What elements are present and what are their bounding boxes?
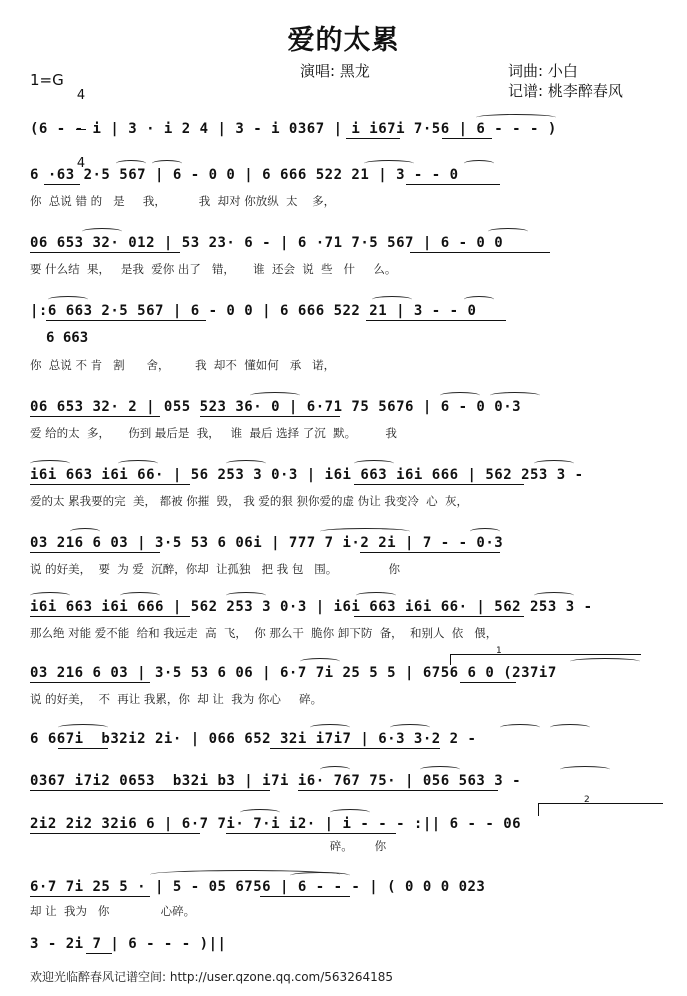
slur: [470, 528, 500, 535]
lyrics-line-2: 你 总说 错 的 是 我， 我 却对 你放纵 太 多，: [30, 194, 336, 208]
song-title: 爱的太累: [287, 25, 400, 56]
slur: [534, 460, 574, 467]
slur: [570, 658, 640, 665]
underline: [354, 484, 524, 485]
underline: [298, 790, 498, 791]
lyrics-line-7: 说 的好美， 要 为 爱 沉醉，你却 让孤独 把 我 包 围。 你: [30, 562, 400, 576]
underline: [30, 682, 150, 683]
underline: [30, 896, 150, 897]
notes-line-7: 03 216 6 03 | 3·5 53 6 06i | 777 7 i·2 2i | 7 - - 0·3: [30, 535, 504, 551]
slur: [488, 228, 528, 235]
slur: [70, 528, 100, 535]
slur: [490, 392, 540, 399]
slur: [118, 460, 158, 467]
underline: [30, 790, 270, 791]
lyrics-line-6: 爱的太 累我要的完 美， 都被 你摧 毁， 我 爱的狠 狈你爱的虚 伪让 我变冷 心 灰，: [30, 494, 468, 508]
lyrics-line-12: 碎。 你: [30, 839, 387, 853]
underline: [200, 416, 340, 417]
slur: [240, 809, 280, 816]
underline: [366, 320, 506, 321]
underline: [58, 748, 108, 749]
slur: [420, 766, 460, 773]
underline: [46, 320, 206, 321]
key-signature: 1=G: [30, 71, 64, 89]
underline: [360, 552, 500, 553]
underline: [354, 616, 524, 617]
lyrics-line-4: 你 总说 不 肯 割 舍， 我 却不 懂如何 承 诺，: [30, 358, 336, 372]
notes-line-14: 3 - 2i 7 | 6 - - - )||: [30, 936, 227, 952]
slur: [364, 160, 414, 167]
slur: [226, 592, 266, 599]
underline: [260, 896, 350, 897]
notes-line-4: |:6 663 2·5 567 | 6 - 0 0 | 6 666 522 21 | 3 - - 0: [30, 303, 477, 319]
transcriber-credit: 记谱: 桃李醉春风: [508, 82, 623, 100]
notes-line-6: i6i 663 i6i 66· | 56 253 3 0·3 | i6i 663 i6i 666 | 562 253 3 -: [30, 467, 584, 483]
underline: [44, 184, 80, 185]
slur: [464, 160, 494, 167]
slur: [250, 392, 300, 399]
slur: [152, 160, 182, 167]
lyrics-line-3: 要 什么结 果， 是我 爱你 出了 错， 谁 还会 说 些 什 么。: [30, 262, 397, 276]
footer-note: 欢迎光临醉春风记谱空间: http://user.qzone.qq.com/563264185: [30, 970, 394, 984]
slur: [440, 392, 480, 399]
notes-line-1: (6 - - i | 3 · i 2 4 | 3 - i 0367 | i i67i 7·56 | 6 - - - ): [30, 121, 557, 137]
alt-notes: 6 663: [46, 330, 89, 346]
slur: [372, 296, 412, 303]
underline: [30, 833, 200, 834]
volta-bracket-2: [538, 803, 663, 816]
notes-line-2: 6 ·63 2·5 567 | 6 - 0 0 | 6 666 522 21 | 3 - - 0: [30, 167, 459, 183]
underline: [30, 416, 160, 417]
lyrics-line-5: 爱 给的太 多， 伤到 最后是 我， 谁 最后 选择 了沉 默。 我: [30, 426, 397, 440]
slur: [82, 228, 122, 235]
underline: [410, 252, 550, 253]
slur: [356, 592, 396, 599]
underline: [30, 252, 180, 253]
notes-line-3: 06 653 32· 012 | 53 23· 6 - | 6 ·71 7·5 567 | 6 - 0 0: [30, 235, 504, 251]
underline: [30, 484, 190, 485]
slur: [476, 114, 556, 121]
slur: [550, 724, 590, 731]
notes-line-5: 06 653 32· 2 | 055 523 36· 0 | 6·71 75 5676 | 6 - 0 0·3: [30, 399, 522, 415]
lyrics-line-9: 说 的好美， 不 再让 我累，你 却 让 我为 你心 碎。: [30, 692, 323, 706]
slur: [310, 724, 350, 731]
lyrics-line-8: 那么绝 对能 爱不能 给和 我远走 高 飞， 你 那么干 脆你 卸下防 备， 和别人 依 偎，: [30, 626, 498, 640]
slur: [58, 724, 108, 731]
underline: [30, 552, 160, 553]
slur: [120, 592, 160, 599]
slur: [226, 460, 266, 467]
underline: [30, 616, 190, 617]
slur: [500, 724, 540, 731]
volta-number-1: 1: [496, 646, 502, 656]
slur: [30, 460, 70, 467]
time-signature-top: 4: [76, 88, 86, 103]
lyrics-line-13: 却 让 我为 你 心碎。: [30, 904, 196, 918]
notes-line-8: i6i 663 i6i 666 | 562 253 3 0·3 | i6i 663 i6i 66· | 562 253 3 -: [30, 599, 593, 615]
slur: [560, 766, 610, 773]
notes-line-11: 0367 i7i2 0653 b32i b3 | i7i i6· 767 75· | 056 563 3 -: [30, 773, 522, 789]
slur: [330, 809, 370, 816]
slur: [534, 592, 574, 599]
volta-number-2: 2: [584, 795, 590, 805]
underline: [442, 138, 492, 139]
notes-line-12: 2i2 2i2 32i6 6 | 6·7 7i· 7·i i2· | i - - - :|| 6 - - 06: [30, 816, 522, 832]
singer-credit: 演唱: 黑龙: [300, 62, 370, 80]
slur: [300, 658, 340, 665]
underline: [346, 138, 400, 139]
underline: [86, 953, 112, 954]
slur: [390, 724, 430, 731]
notes-line-9: 03 216 6 03 | 3·5 53 6 06 | 6·7 7i 25 5 5 | 6756 6 0 (237i7: [30, 665, 557, 681]
underline: [406, 184, 500, 185]
slur: [320, 766, 350, 773]
slur: [464, 296, 494, 303]
time-signature-bottom: 4: [76, 156, 86, 171]
slur: [354, 460, 394, 467]
underline: [270, 748, 440, 749]
underline: [226, 833, 396, 834]
underline: [460, 682, 516, 683]
slur: [116, 160, 146, 167]
slur: [30, 592, 70, 599]
notes-line-13: 6·7 7i 25 5 · | 5 - 05 6756 | 6 - - - | ( 0 0 0 023: [30, 879, 486, 895]
notes-line-10: 6 667i b32i2 2i· | 066 652 32i i7i7 | 6·3 3·2 2 -: [30, 731, 477, 747]
lyricist-composer-credit: 词曲: 小白: [508, 62, 578, 80]
slur: [320, 528, 410, 535]
slur: [290, 872, 350, 879]
slur: [48, 296, 88, 303]
